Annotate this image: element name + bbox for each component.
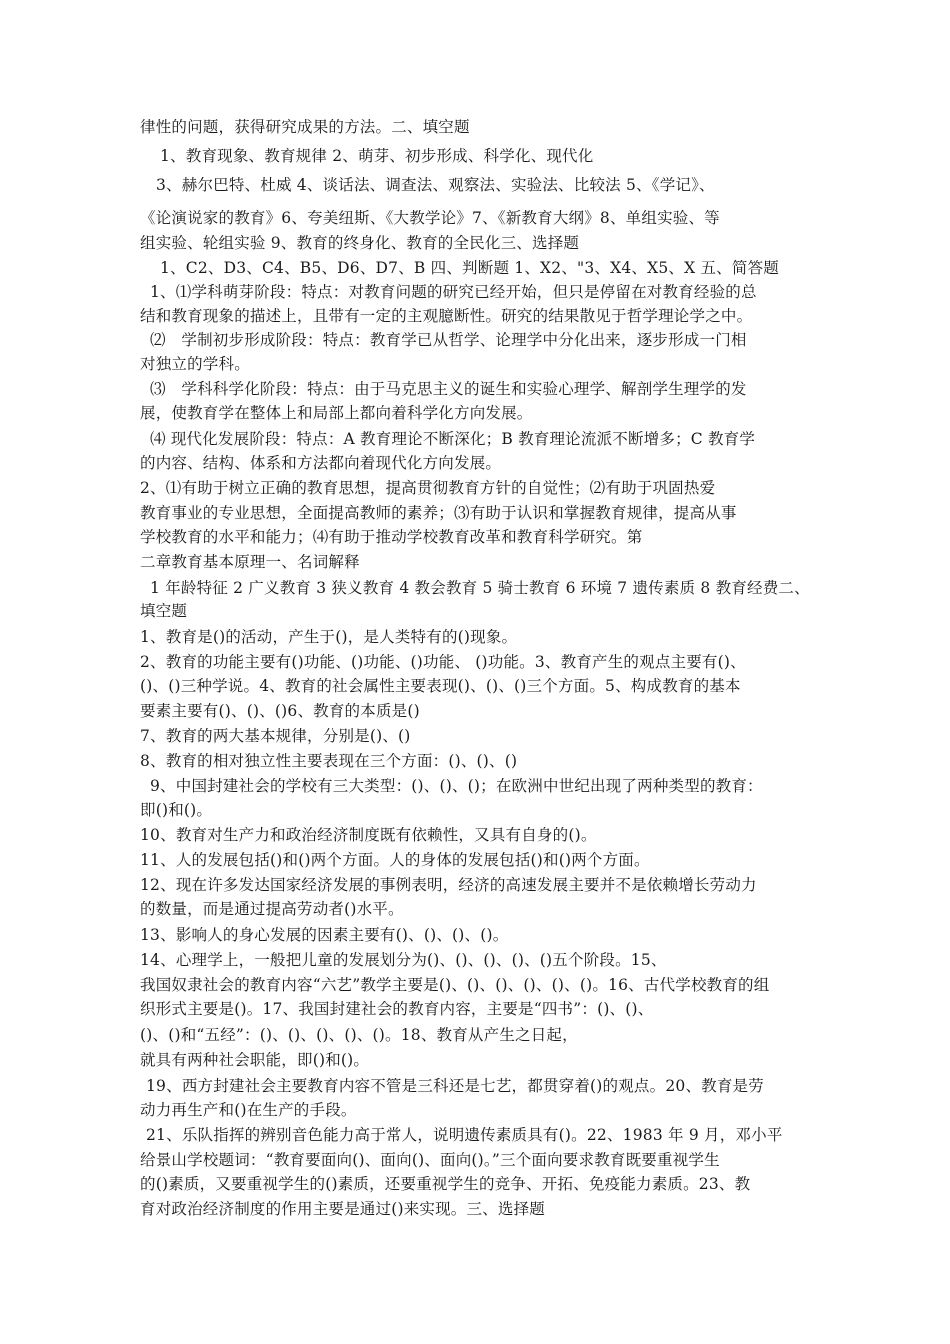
text-line: 对独立的学科。 [140, 355, 250, 373]
text-line: 19、西方封建社会主要教育内容不管是三科还是七艺，都贯穿着()的观点。20、教育是劳 [146, 1077, 764, 1095]
text-line: 二章教育基本原理一、名词解释 [140, 553, 360, 571]
text-line: ⑵ 学制初步形成阶段：特点：教育学已从哲学、论理学中分化出来，逐步形成一门相 [150, 331, 747, 349]
text-line: 12、现在许多发达国家经济发展的事例表明，经济的高速发展主要并不是依赖增长劳动力 [140, 876, 757, 894]
text-line: 1、⑴学科萌芽阶段：特点：对教育问题的研究已经开始，但只是停留在对教育经验的总 [150, 283, 757, 301]
text-line: 1、教育现象、教育规律 2、萌芽、初步形成、科学化、现代化 [160, 147, 594, 165]
text-line: ()、()三种学说。4、教育的社会属性主要表现()、()、()三个方面。5、构成教育的基本 [140, 677, 741, 695]
text-line: ⑷ 现代化发展阶段：特点：A 教育理论不断深化；B 教育理论流派不断增多；C 教育学 [150, 430, 756, 448]
text-line: ()、()和“五经”：()、()、()、()、()。18、教育从产生之日起， [140, 1026, 578, 1044]
text-line: 21、乐队指挥的辨别音色能力高于常人，说明遗传素质具有()。22、1983 年 9 月，邓小平 [146, 1126, 783, 1144]
text-line: 8、教育的相对独立性主要表现在三个方面：()、()、() [140, 752, 518, 770]
text-line: 教育事业的专业思想，全面提高教师的素养；⑶有助于认识和掌握教育规律，提高从事 [140, 504, 737, 522]
text-line: 填空题 [140, 602, 188, 620]
text-line: 的()素质，又要重视学生的()素质，还要重视学生的竞争、开拓、免疫能力素质。23、教 [140, 1175, 751, 1193]
text-line: 2、⑴有助于树立正确的教育思想，提高贯彻教育方针的自觉性；⑵有助于巩固热爱 [140, 479, 716, 497]
text-line: 织形式主要是()。17、我国封建社会的教育内容，主要是“四书”：()、()、 [140, 1000, 654, 1018]
text-line: 3、赫尔巴特、杜威 4、谈话法、调查法、观察法、实验法、比较法 5、《学记》、 [156, 176, 715, 194]
text-line: 1 年龄特征 2 广义教育 3 狭义教育 4 教会教育 5 骑士教育 6 环境 7 遗传素质 8 教育经费二、 [150, 579, 810, 597]
text-line: 给景山学校题词：“教育要面向()、面向()、面向()。”三个面向要求教育既要重视学生 [140, 1151, 720, 1169]
text-line: 学校教育的水平和能力；⑷有助于推动学校教育改革和教育科学研究。第 [140, 528, 643, 546]
text-line: 2、教育的功能主要有()功能、()功能、()功能、 ()功能。3、教育产生的观点主要有()、 [140, 653, 746, 671]
text-line: 我国奴隶社会的教育内容“六艺”教学主要是()、()、()、()、()、()。16、古代学校教育的组 [140, 976, 770, 994]
text-line: 13、影响人的身心发展的因素主要有()、()、()、()。 [140, 926, 509, 944]
text-line: 7、教育的两大基本规律，分别是()、() [140, 727, 411, 745]
text-line: 的数量，而是通过提高劳动者()水平。 [140, 900, 404, 918]
text-line: 即()和()。 [140, 801, 213, 819]
text-line: 结和教育现象的描述上，且带有一定的主观臆断性。研究的结果散见于哲学理论学之中。 [140, 307, 753, 325]
text-line: 就具有两种社会职能，即()和()。 [140, 1051, 370, 1069]
text-line: 要素主要有()、()、()6、教育的本质是() [140, 702, 420, 720]
text-line: 展，使教育学在整体上和局部上都向着科学化方向发展。 [140, 404, 533, 422]
text-line: 育对政治经济制度的作用主要是通过()来实现。三、选择题 [140, 1200, 545, 1218]
text-line: 10、教育对生产力和政治经济制度既有依赖性，又具有自身的()。 [140, 826, 597, 844]
text-line: 《论演说家的教育》6、夸美纽斯、《大教学论》7、《新教育大纲》8、单组实验、等 [140, 209, 720, 227]
text-line: 1、C2、D3、C4、B5、D6、D7、B 四、判断题 1、X2、"3、X4、X5、X 五、简答题 [160, 259, 779, 277]
text-line: 的内容、结构、体系和方法都向着现代化方向发展。 [140, 454, 502, 472]
text-line: ⑶ 学科科学化阶段：特点：由于马克思主义的诞生和实验心理学、解剖学生理学的发 [150, 380, 747, 398]
text-line: 9、中国封建社会的学校有三大类型：()、()、()；在欧洲中世纪出现了两种类型的教育： [150, 777, 763, 795]
text-line: 14、心理学上，一般把儿童的发展划分为()、()、()、()、()五个阶段。15、 [140, 951, 667, 969]
text-line: 动力再生产和()在生产的手段。 [140, 1101, 357, 1119]
text-line: 11、人的发展包括()和()两个方面。人的身体的发展包括()和()两个方面。 [140, 851, 650, 869]
text-line: 组实验、轮组实验 9、教育的终身化、教育的全民化三、选择题 [140, 234, 580, 252]
text-line: 1、教育是()的活动，产生于()，是人类特有的()现象。 [140, 628, 518, 646]
text-line: 律性的问题，获得研究成果的方法。二、填空题 [140, 118, 470, 136]
